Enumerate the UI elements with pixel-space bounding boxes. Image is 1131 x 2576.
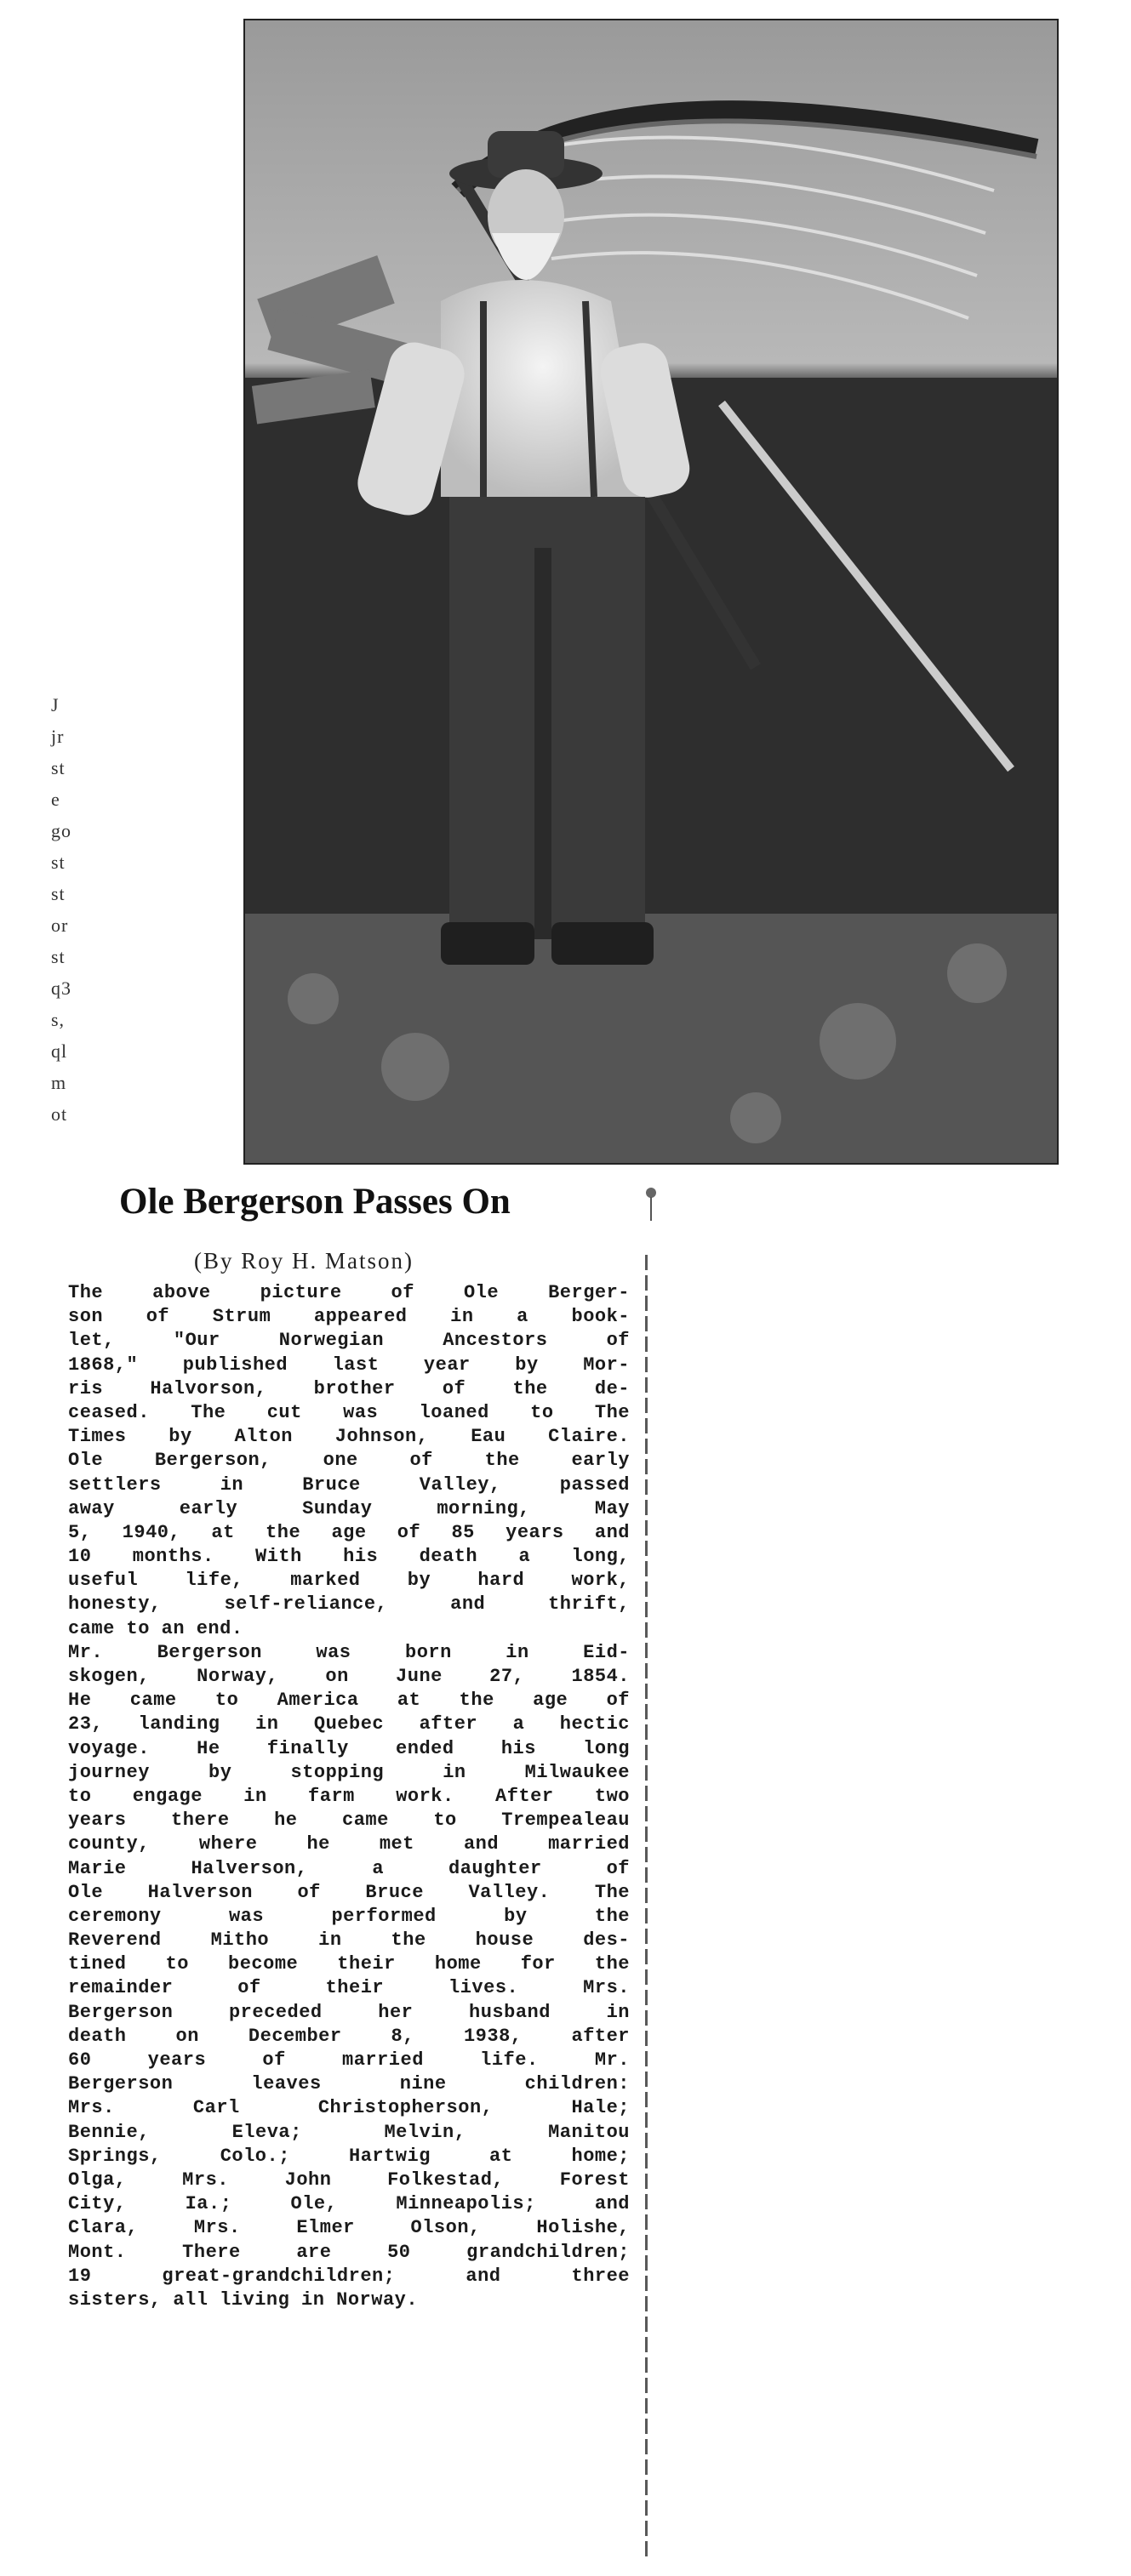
margin-fragment: q3 [51,977,71,999]
article-line: 23, landing in Quebec after a hectic [68,1713,630,1735]
article-line: Bennie, Eleva; Melvin, Manitou [68,2121,630,2143]
article-line: remainder of their lives. Mrs. [68,1977,630,1999]
article-line: Ole Halverson of Bruce Valley. The [68,1881,630,1903]
margin-fragment: or [51,915,69,936]
article-line: 60 years of married life. Mr. [68,2049,630,2071]
article-line: 5, 1940, at the age of 85 years and [68,1521,630,1543]
article-line: voyage. He finally ended his long [68,1737,630,1759]
man-with-scythe-photo [245,20,1057,1163]
article-line: years there he came to Trempealeau [68,1809,630,1832]
article-line: ris Halvorson, brother of the de- [68,1377,630,1399]
pin-icon [645,1187,657,1221]
margin-fragment: st [51,883,66,904]
article-line: He came to America at the age of [68,1690,630,1712]
margin-fragment: J [51,694,60,715]
article-line: Mrs. Carl Christopherson, Hale; [68,2097,630,2119]
article-line: Springs, Colo.; Hartwig at home; [68,2145,630,2167]
article-line: The above picture of Ole Berger- [68,1282,630,1303]
article-line: to engage in farm work. After two [68,1785,630,1807]
article-line: Bergerson preceded her husband in [68,2001,630,2023]
article-body [68,1281,630,2312]
article-line: county, where he met and married [68,1833,630,1855]
article-line: away early Sunday morning, May [68,1497,630,1519]
article-line: Bergerson leaves nine children: [68,2073,630,2095]
obituary-photo [243,19,1059,1165]
article-line: Mont. There are 50 grandchildren; [68,2241,630,2263]
margin-fragment: e [51,789,60,810]
margin-fragment: ot [51,1103,68,1125]
margin-fragment: ql [51,1040,68,1062]
article-line: 19 great-grandchildren; and three [68,2265,630,2287]
margin-fragment: st [51,946,66,967]
article-headline: Ole Bergerson Passes On [119,1182,511,1222]
article-line: tined to become their home for the [68,1953,630,1975]
margin-fragment: st [51,852,66,873]
margin-fragment: st [51,757,66,778]
article-line: useful life, marked by hard work, [68,1570,630,1592]
article-line: Times by Alton Johnson, Eau Claire. [68,1426,630,1448]
column-rule [645,1255,648,2561]
margin-fragment: s, [51,1009,66,1030]
article-line: sisters, all living in Norway. [68,2288,419,2311]
article-line: Ole Bergerson, one of the early [68,1450,630,1472]
article-line: Mr. Bergerson was born in Eid- [68,1641,630,1663]
article-line: Clara, Mrs. Elmer Olson, Holishe, [68,2217,630,2239]
article-line: 1868," published last year by Mor- [68,1354,630,1376]
article-line: journey by stopping in Milwaukee [68,1761,630,1783]
article-line: skogen, Norway, on June 27, 1854. [68,1666,630,1687]
margin-fragment: go [51,820,71,841]
article-line: came to an end. [68,1617,243,1639]
article-line: death on December 8, 1938, after [68,2025,630,2047]
article-line: City, Ia.; Ole, Minneapolis; and [68,2193,630,2215]
margin-fragment: m [51,1072,67,1093]
article-line: ceremony was performed by the [68,1905,630,1927]
article-line: settlers in Bruce Valley, passed [68,1473,630,1496]
article-line: ceased. The cut was loaned to The [68,1401,630,1423]
margin-fragments [51,689,94,1130]
article-line: honesty, self-reliance, and thrift, [68,1593,630,1616]
article-line: son of Strum appeared in a book- [68,1306,630,1328]
article-line: let, "Our Norwegian Ancestors of [68,1330,630,1352]
margin-fragment: jr [51,726,65,747]
article-line: Reverend Mitho in the house des- [68,1929,630,1952]
article-line: Marie Halverson, a daughter of [68,1857,630,1879]
article-line: Olga, Mrs. John Folkestad, Forest [68,2169,630,2191]
article-line: 10 months. With his death a long, [68,1546,630,1568]
article-byline: (By Roy H. Matson) [194,1248,414,1274]
